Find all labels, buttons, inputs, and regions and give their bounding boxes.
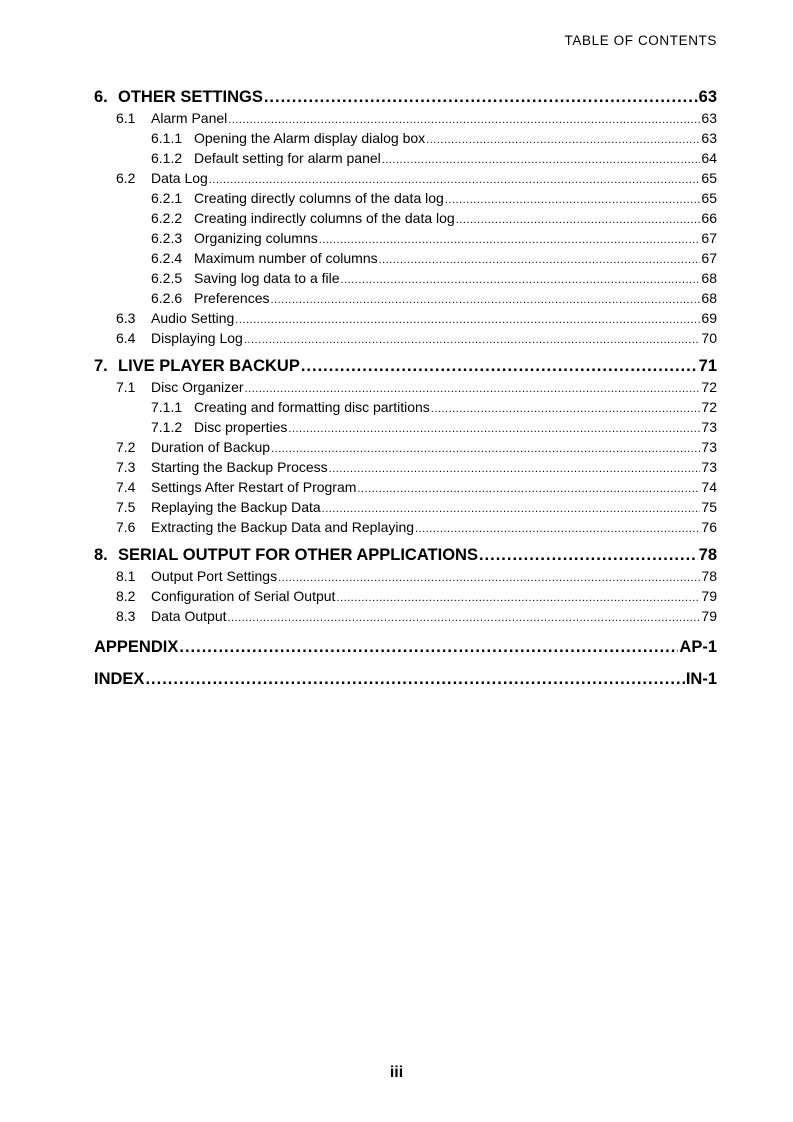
- dot-leader: [329, 463, 701, 475]
- toc-title: Creating indirectly columns of the data log: [194, 210, 455, 226]
- dot-leader: [357, 483, 700, 495]
- toc-section[interactable]: [94, 588, 717, 608]
- toc-page: 73: [701, 419, 717, 435]
- dot-leader: [426, 134, 700, 146]
- toc-page: 63: [701, 130, 717, 146]
- dot-leader: [379, 254, 701, 266]
- toc-number: 6.2.6: [151, 290, 183, 306]
- toc-page: 69: [701, 310, 717, 326]
- toc-title: Disc Organizer: [151, 379, 244, 395]
- toc-subsection[interactable]: [94, 250, 717, 270]
- toc-entry-index[interactable]: [94, 670, 717, 692]
- toc-page: 63: [701, 110, 717, 126]
- toc-section[interactable]: [94, 459, 717, 479]
- toc-title: Saving log data to a file: [194, 270, 340, 286]
- toc-subsection[interactable]: [94, 419, 717, 439]
- toc-title: Audio Setting: [151, 310, 235, 326]
- toc-number: 7.5: [116, 499, 136, 515]
- dot-leader: [228, 114, 700, 126]
- dot-leader: [288, 423, 700, 435]
- toc-subsection[interactable]: [94, 270, 717, 290]
- toc-number: 8.2: [116, 588, 136, 604]
- dot-leader: [245, 383, 701, 395]
- toc-number: 6.2.5: [151, 270, 183, 286]
- toc-section[interactable]: [94, 330, 717, 350]
- toc-title: Duration of Backup: [151, 439, 271, 455]
- dot-leader: [456, 214, 701, 226]
- dot-leader: [271, 443, 700, 455]
- toc-number: 7.6: [116, 519, 136, 535]
- toc-title: Creating directly columns of the data log: [194, 190, 444, 206]
- toc-page: 72: [701, 379, 717, 395]
- toc-title: Output Port Settings: [151, 568, 278, 584]
- toc-title: Settings After Restart of Program: [151, 479, 357, 495]
- toc-subsection[interactable]: [94, 290, 717, 310]
- toc-title: Extracting the Backup Data and Replaying: [151, 519, 415, 535]
- toc-page: 72: [701, 399, 717, 415]
- dot-leader: [322, 503, 701, 515]
- toc-page: 74: [701, 479, 717, 495]
- chapter-list: [94, 88, 717, 628]
- toc-title: INDEX: [94, 670, 145, 688]
- toc-page: 67: [701, 230, 717, 246]
- running-header: TABLE OF CONTENTS: [564, 33, 717, 48]
- toc-entry-appendix[interactable]: [94, 638, 717, 660]
- dot-leader: [336, 592, 700, 604]
- dot-leader: [228, 612, 701, 624]
- toc-section[interactable]: [94, 439, 717, 459]
- toc-page: 64: [701, 150, 717, 166]
- toc-page: 75: [701, 499, 717, 515]
- toc-page: 73: [701, 439, 717, 455]
- toc-number: 6.3: [116, 310, 136, 326]
- toc-page: 76: [701, 519, 717, 535]
- toc-number: 6.2.2: [151, 210, 183, 226]
- toc-page: 71: [698, 357, 717, 375]
- toc-title: Default setting for alarm panel: [194, 150, 381, 166]
- toc-number: 7.: [94, 357, 108, 375]
- toc-section[interactable]: [94, 479, 717, 499]
- toc-section[interactable]: [94, 310, 717, 330]
- toc-chapter[interactable]: [94, 357, 717, 379]
- dot-leader: [244, 334, 701, 346]
- toc-subsection[interactable]: [94, 399, 717, 419]
- toc-number: 8.: [94, 546, 108, 564]
- dot-leader: [479, 546, 698, 565]
- toc-page: 78: [701, 568, 717, 584]
- toc-section[interactable]: [94, 608, 717, 628]
- toc-page: 78: [698, 546, 717, 564]
- dot-leader: [382, 154, 701, 166]
- toc-section[interactable]: [94, 499, 717, 519]
- toc-title: APPENDIX: [94, 638, 179, 656]
- dot-leader: [319, 234, 701, 246]
- toc-subsection[interactable]: [94, 230, 717, 250]
- toc-subsection[interactable]: [94, 150, 717, 170]
- toc-section[interactable]: [94, 110, 717, 130]
- dot-leader: [415, 523, 700, 535]
- toc-number: 6.2: [116, 170, 136, 186]
- toc-page: 68: [701, 290, 717, 306]
- toc-page: 79: [701, 608, 717, 624]
- toc-title: Creating and formatting disc partitions: [194, 399, 430, 415]
- toc-chapter[interactable]: [94, 546, 717, 568]
- toc-title: Maximum number of columns: [194, 250, 378, 266]
- toc-number: 6.: [94, 88, 108, 106]
- toc-section[interactable]: [94, 519, 717, 539]
- toc-page: 67: [701, 250, 717, 266]
- toc-number: 6.2.4: [151, 250, 183, 266]
- dot-leader: [209, 174, 701, 186]
- toc-title: Replaying the Backup Data: [151, 499, 321, 515]
- dot-leader: [270, 294, 700, 306]
- toc-number: 6.2.3: [151, 230, 183, 246]
- toc-section[interactable]: [94, 379, 717, 399]
- table-of-contents: [94, 88, 717, 692]
- toc-page: 79: [701, 588, 717, 604]
- toc-title: SERIAL OUTPUT FOR OTHER APPLICATIONS: [118, 546, 478, 564]
- toc-title: Data Log: [151, 170, 208, 186]
- dot-leader: [264, 88, 698, 107]
- toc-page: AP-1: [679, 638, 717, 656]
- toc-page: IN-1: [685, 670, 717, 688]
- toc-subsection[interactable]: [94, 210, 717, 230]
- toc-number: 8.3: [116, 608, 136, 624]
- toc-section[interactable]: [94, 170, 717, 190]
- toc-number: 8.1: [116, 568, 136, 584]
- toc-number: 7.1.2: [151, 419, 183, 435]
- toc-title: Data Output: [151, 608, 227, 624]
- dot-leader: [431, 403, 701, 415]
- dot-leader: [145, 670, 684, 689]
- toc-number: 6.4: [116, 330, 136, 346]
- dot-leader: [235, 314, 700, 326]
- toc-page: 66: [701, 210, 717, 226]
- toc-title: Opening the Alarm display dialog box: [194, 130, 426, 146]
- toc-number: 7.4: [116, 479, 136, 495]
- dot-leader: [301, 357, 698, 376]
- dot-leader: [179, 638, 678, 657]
- toc-page: 65: [701, 190, 717, 206]
- toc-section[interactable]: [94, 568, 717, 588]
- toc-subsection[interactable]: [94, 130, 717, 150]
- toc-page: 70: [701, 330, 717, 346]
- toc-number: 7.1.1: [151, 399, 183, 415]
- toc-title: Starting the Backup Process: [151, 459, 328, 475]
- toc-title: LIVE PLAYER BACKUP: [118, 357, 300, 375]
- toc-number: 6.2.1: [151, 190, 183, 206]
- toc-title: Preferences: [194, 290, 270, 306]
- toc-title: Disc properties: [194, 419, 288, 435]
- toc-page: 65: [701, 170, 717, 186]
- toc-number: 6.1.2: [151, 150, 183, 166]
- page-number: iii: [389, 1064, 404, 1081]
- toc-title: OTHER SETTINGS: [118, 88, 263, 106]
- toc-title: Displaying Log: [151, 330, 243, 346]
- toc-number: 6.1.1: [151, 130, 183, 146]
- toc-number: 7.2: [116, 439, 136, 455]
- dot-leader: [341, 274, 701, 286]
- toc-title: Alarm Panel: [151, 110, 228, 126]
- toc-page: 73: [701, 459, 717, 475]
- toc-number: 7.1: [116, 379, 136, 395]
- dot-leader: [278, 572, 700, 584]
- dot-leader: [445, 194, 701, 206]
- toc-number: 7.3: [116, 459, 136, 475]
- toc-subsection[interactable]: [94, 190, 717, 210]
- toc-title: Configuration of Serial Output: [151, 588, 336, 604]
- toc-number: 6.1: [116, 110, 136, 126]
- toc-title: Organizing columns: [194, 230, 318, 246]
- toc-chapter[interactable]: [94, 88, 717, 110]
- toc-page: 68: [701, 270, 717, 286]
- toc-page: 63: [698, 88, 717, 106]
